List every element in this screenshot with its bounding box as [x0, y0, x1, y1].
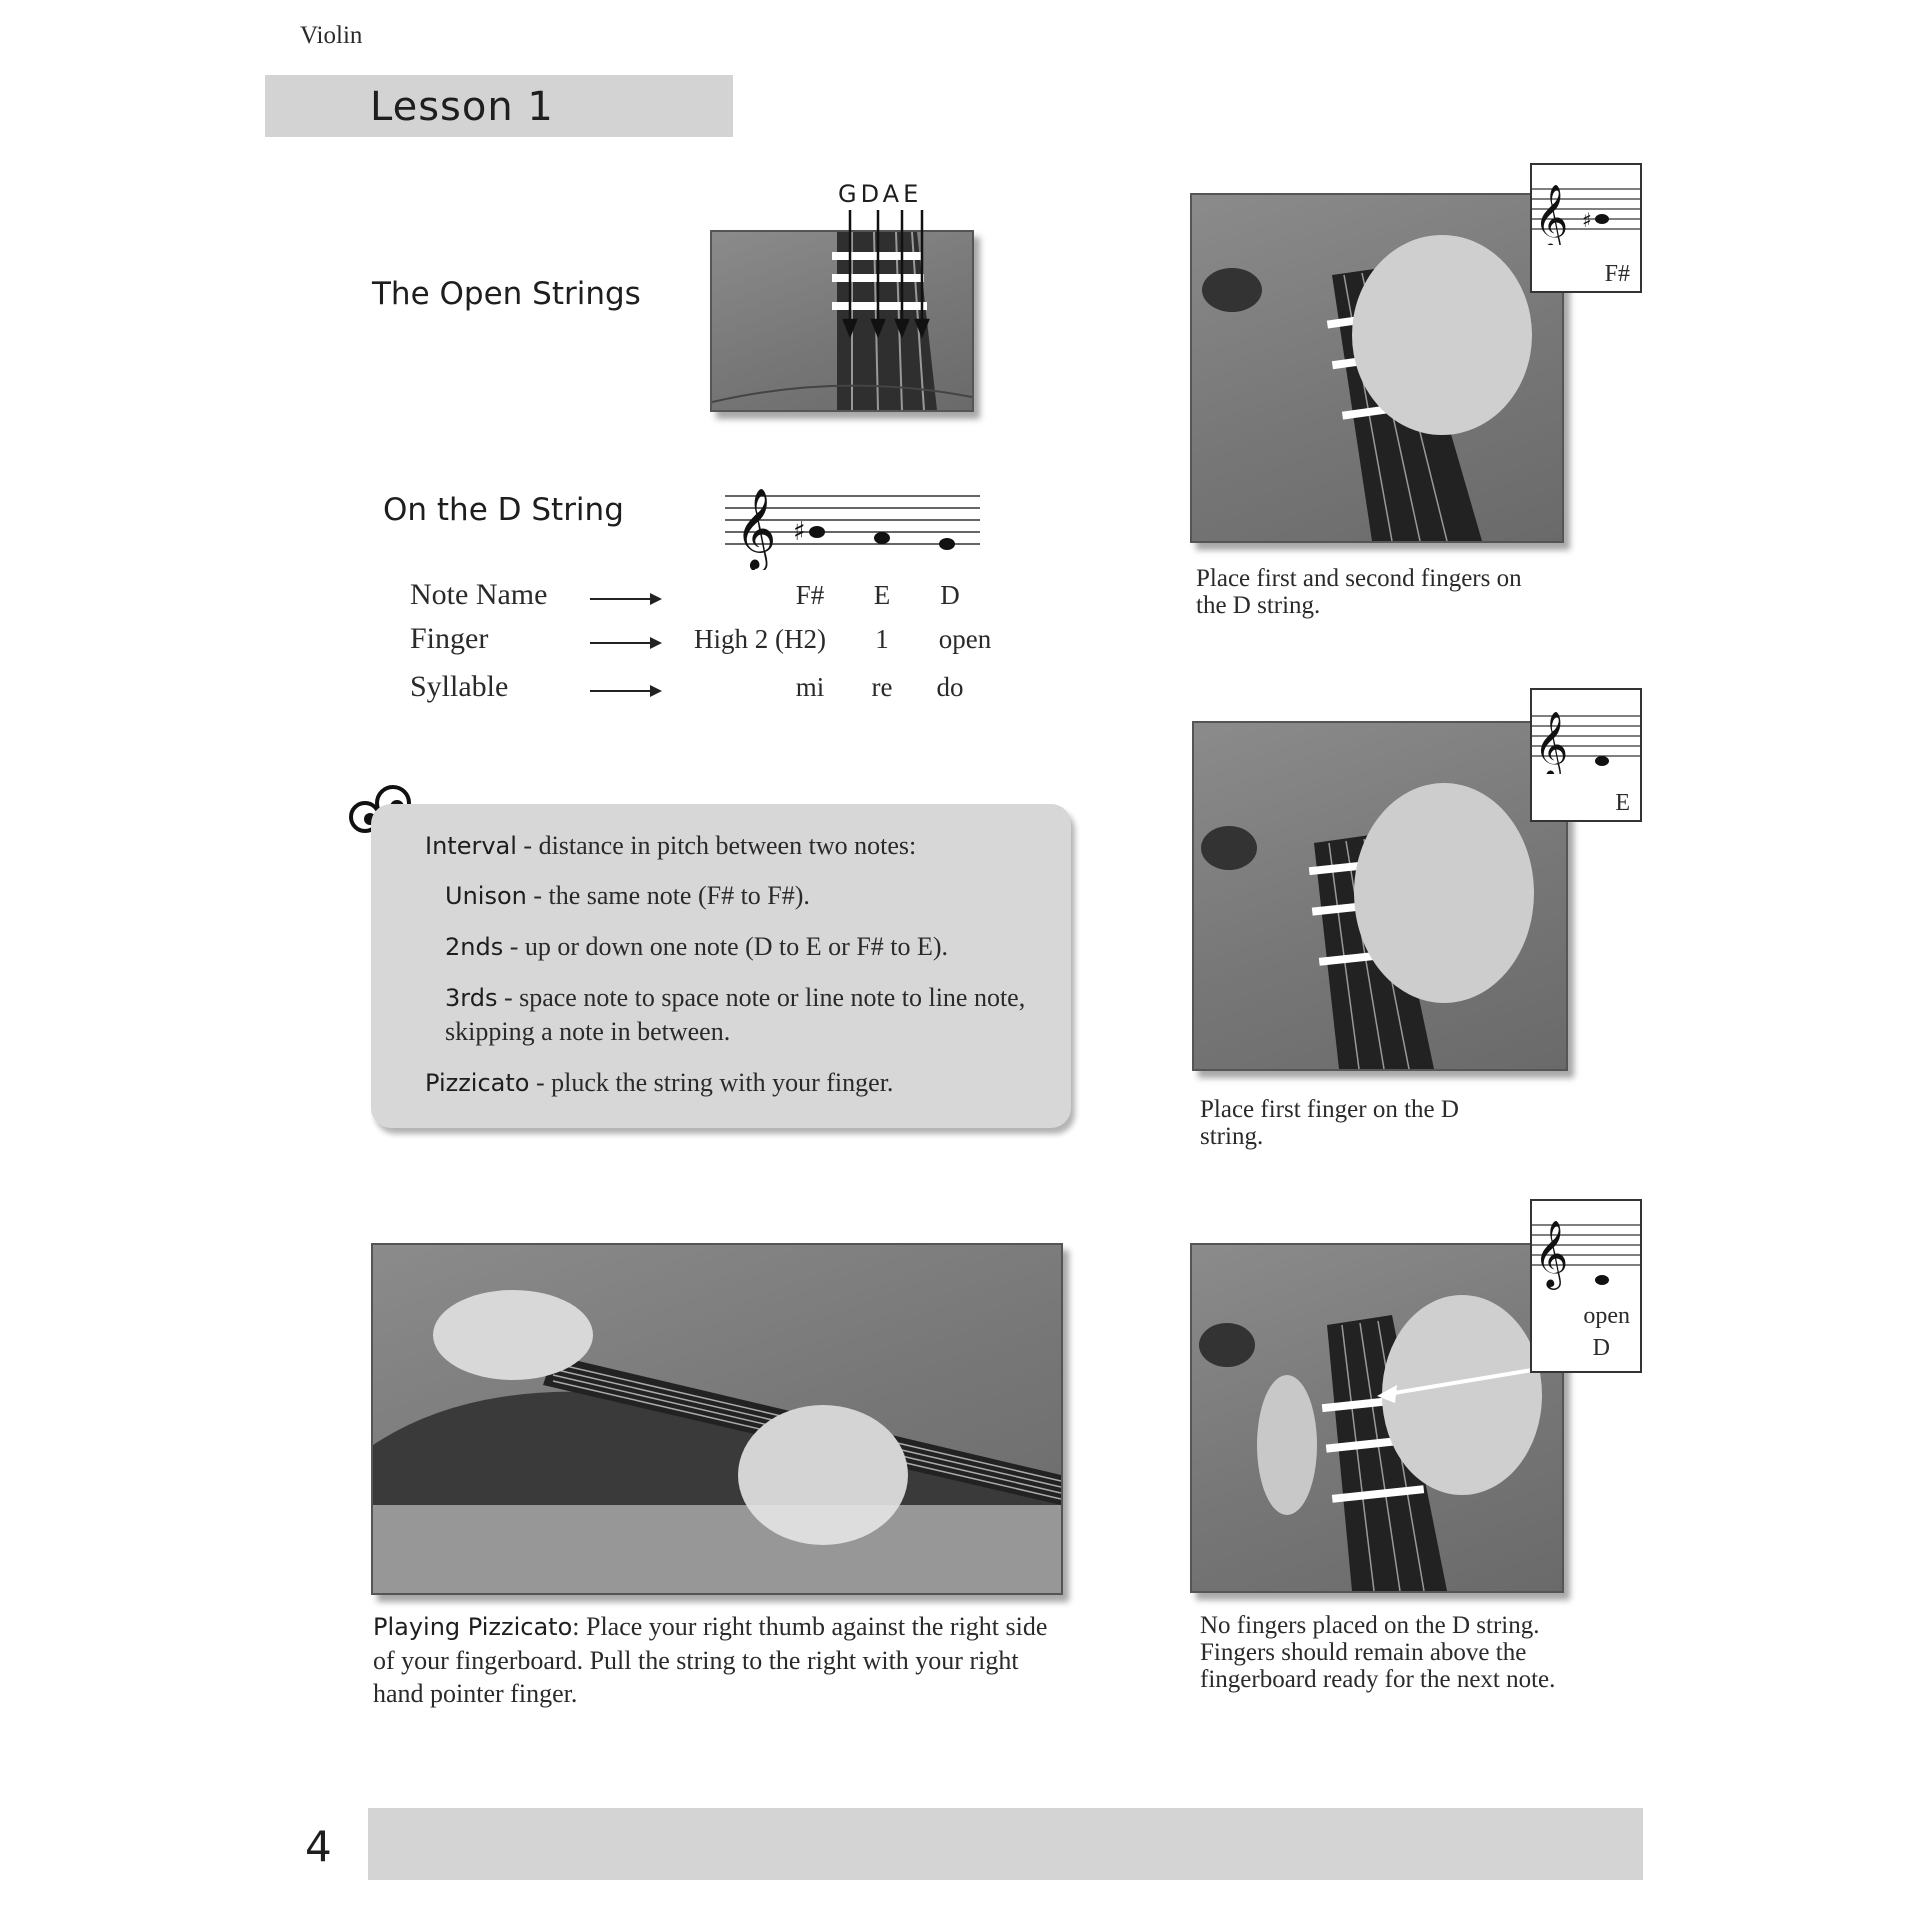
e-mini-label: E — [1615, 790, 1630, 816]
lesson-title: Lesson 1 — [370, 84, 554, 130]
thirds-text: - space note to space note or line note to line note, skipping a note in between. — [445, 983, 1026, 1046]
fsharp-mini-label: F# — [1604, 261, 1630, 287]
fsharp-caption: Place first and second fingers on the D string. — [1196, 565, 1522, 619]
e-mini-staff — [1530, 688, 1642, 822]
finger-value: 1 — [875, 624, 889, 654]
e-caption: Place first finger on the D string. — [1200, 1096, 1459, 1150]
pizzicato-caption-term: Playing Pizzicato — [373, 1613, 573, 1641]
thirds-definition — [445, 981, 1045, 1048]
fsharp-illustration — [1192, 195, 1562, 541]
svg-text:♯: ♯ — [1582, 208, 1592, 232]
svg-text:𝄞: 𝄞 — [1534, 1219, 1569, 1287]
svg-text:𝄞: 𝄞 — [1534, 183, 1569, 245]
open-d-caption: No fingers placed on the D string. Fingers should remain above the fingerboard ready for the next note. — [1200, 1612, 1556, 1693]
finger-value: High 2 (H2) — [694, 624, 826, 654]
note-name-value: D — [940, 580, 960, 610]
interval-text: - distance in pitch between two notes: — [516, 831, 917, 860]
finger-label: Finger — [410, 622, 489, 655]
syllable-value: re — [871, 672, 893, 702]
fsharp-mini-staff — [1530, 163, 1642, 293]
seconds-definition — [445, 930, 1045, 964]
fsharp-finger-photo — [1190, 193, 1564, 543]
note-name-arrow — [590, 598, 660, 600]
open-d-illustration — [1192, 1245, 1562, 1591]
syllable-value: mi — [795, 672, 825, 702]
pizzicato-caption-text: : Place your right thumb against the right side of your fingerboard. Pull the string to the right with your right hand pointer finger. — [373, 1612, 1048, 1708]
open-strings-heading: The Open Strings — [372, 276, 641, 312]
d-string-heading: On the D String — [383, 492, 624, 528]
page-number: 4 — [305, 1822, 332, 1871]
interval-definition — [425, 829, 1045, 863]
pizzicato-illustration — [373, 1245, 1061, 1593]
seconds-text: - up or down one note (D to E or F# to E). — [503, 932, 949, 961]
seconds-term: 2nds — [445, 933, 504, 961]
syllable-label: Syllable — [410, 670, 509, 703]
pizzicato-term: Pizzicato — [425, 1069, 530, 1097]
finger-arrow — [590, 642, 660, 644]
note-name-value: F# — [795, 580, 825, 610]
d-string-staff — [725, 470, 980, 570]
open-d-mini-label-1: open — [1583, 1303, 1630, 1329]
e-illustration — [1194, 723, 1566, 1069]
instrument-label: Violin — [300, 22, 363, 49]
svg-text:𝄞: 𝄞 — [735, 487, 777, 569]
pizzicato-photo — [371, 1243, 1063, 1595]
footer-bar — [368, 1808, 1643, 1880]
unison-term: Unison — [445, 882, 527, 910]
syllable-arrow — [590, 690, 660, 692]
string-arrows — [840, 205, 940, 340]
e-finger-photo — [1192, 721, 1568, 1071]
open-d-photo — [1190, 1243, 1564, 1593]
pizzicato-definition — [425, 1066, 1045, 1100]
svg-text:𝄞: 𝄞 — [1534, 710, 1569, 774]
pizzicato-text: - pluck the string with your finger. — [529, 1068, 894, 1097]
svg-text:♯: ♯ — [793, 517, 806, 547]
syllable-value: do — [936, 672, 964, 702]
note-name-label: Note Name — [410, 578, 548, 611]
open-d-mini-staff — [1530, 1199, 1642, 1373]
interval-term: Interval — [425, 832, 517, 860]
string-letters: GDAE — [838, 180, 923, 208]
note-name-value: E — [873, 580, 891, 610]
pizzicato-caption — [373, 1610, 1073, 1710]
unison-definition — [445, 879, 1045, 913]
definitions-box — [371, 804, 1071, 1128]
unison-text: - the same note (F# to F#). — [526, 881, 810, 910]
thirds-term: 3rds — [445, 984, 498, 1012]
open-d-mini-label-2: D — [1592, 1335, 1610, 1361]
finger-value: open — [938, 624, 992, 654]
